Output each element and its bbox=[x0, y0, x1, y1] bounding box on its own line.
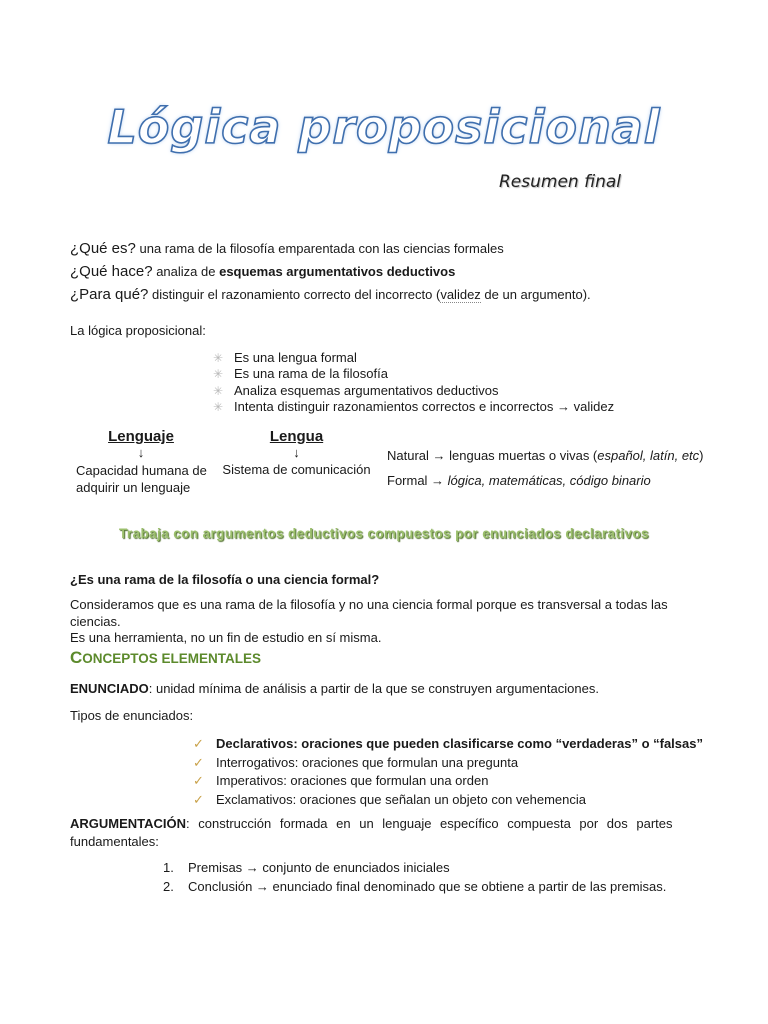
question-answer-post: de un argumento). bbox=[480, 287, 591, 302]
question-que-es bbox=[70, 240, 504, 257]
star-bullet-icon: ✳ bbox=[213, 383, 224, 398]
argumentacion-def: : construcción formada en un lenguaje específico compuesta por dos partes bbox=[186, 816, 673, 831]
formal-pre: Formal → bbox=[387, 473, 448, 488]
argumentacion-definition bbox=[70, 815, 698, 851]
natural-pre: Natural → lenguas muertas o vivas ( bbox=[387, 448, 598, 463]
answer-line-2: Es una herramienta, no un fin de estudio en sí misma. bbox=[70, 630, 382, 645]
question-que-hace bbox=[70, 263, 455, 280]
question-answer-pre: analiza de bbox=[156, 264, 216, 279]
bullet-text: Intenta distinguir razonamientos correctos e incorrectos → validez bbox=[234, 399, 615, 415]
enunciado-def: : unidad mínima de análisis a partir de la que se construyen argumentaciones. bbox=[148, 681, 599, 696]
parts-list bbox=[163, 859, 666, 896]
tipos-label: Tipos de enunciados: bbox=[70, 708, 194, 723]
type-text: Imperativos: oraciones que formulan una orden bbox=[216, 773, 489, 789]
lenguaje-line-1: Capacidad humana de bbox=[76, 463, 207, 478]
bullet-text: Es una lengua formal bbox=[234, 350, 357, 366]
natural-post: ) bbox=[699, 448, 704, 463]
item-number: 2. bbox=[163, 878, 174, 894]
formal-examples: lógica, matemáticas, código binario bbox=[447, 473, 651, 488]
item-text: Premisas → conjunto de enunciados iniciales bbox=[188, 860, 450, 875]
list-item bbox=[193, 772, 703, 791]
lenguaje-block bbox=[70, 428, 212, 496]
down-arrow-icon: ↓ bbox=[137, 445, 145, 460]
type-text: Exclamativos: oraciones que señalan un objeto con vehemencia bbox=[216, 791, 587, 807]
lengua-heading: Lengua bbox=[269, 428, 324, 445]
check-icon: ✓ bbox=[193, 754, 204, 770]
answer-paragraph bbox=[70, 597, 700, 647]
list-item bbox=[213, 383, 614, 399]
question-label: ¿Qué es? bbox=[70, 240, 136, 257]
star-bullet-icon: ✳ bbox=[213, 351, 224, 366]
item-number: 1. bbox=[163, 860, 174, 875]
list-item bbox=[193, 791, 703, 810]
list-item bbox=[213, 399, 614, 415]
argumentacion-line-2: fundamentales: bbox=[70, 834, 159, 849]
lengua-definition: Sistema de comunicación bbox=[222, 462, 371, 477]
section-heading-initial: C bbox=[70, 648, 83, 667]
list-item bbox=[213, 366, 614, 382]
bullet-text: Analiza esquemas argumentativos deductivos bbox=[234, 382, 499, 398]
check-icon: ✓ bbox=[193, 736, 204, 752]
argumentacion-term: ARGUMENTACIÓN bbox=[70, 816, 187, 831]
list-item bbox=[193, 754, 703, 773]
list-item bbox=[163, 878, 666, 897]
list-item bbox=[213, 350, 614, 366]
check-icon: ✓ bbox=[193, 773, 204, 789]
enunciado-definition bbox=[70, 681, 599, 696]
natural-line bbox=[387, 448, 704, 463]
star-bullet-icon: ✳ bbox=[213, 400, 224, 415]
page-title: Lógica proposicional bbox=[107, 100, 661, 154]
lengua-block bbox=[218, 428, 375, 477]
type-text: Declarativos: oraciones que pueden clasificarse como “verdaderas” o “falsas” bbox=[216, 736, 703, 752]
question-answer: una rama de la filosofía emparentada con las ciencias formales bbox=[139, 241, 504, 256]
answer-line-1: Consideramos que es una rama de la filosofía y no una ciencia formal porque es transversal a todas las ciencias. bbox=[70, 597, 668, 629]
page-subtitle: Resumen final bbox=[499, 172, 621, 192]
question-heading: ¿Es una rama de la filosofía o una ciencia formal? bbox=[70, 572, 380, 587]
section-heading bbox=[70, 648, 261, 668]
lenguaje-line-2: adquirir un lenguaje bbox=[76, 480, 191, 495]
formal-line bbox=[387, 473, 651, 488]
star-bullet-icon: ✳ bbox=[213, 367, 224, 382]
check-icon: ✓ bbox=[193, 791, 204, 807]
type-text: Interrogativos: oraciones que formulan una pregunta bbox=[216, 754, 519, 770]
intro-text: La lógica proposicional: bbox=[70, 323, 206, 338]
bullet-list bbox=[213, 350, 614, 415]
question-label: ¿Qué hace? bbox=[70, 263, 153, 280]
types-list bbox=[193, 735, 703, 809]
validez-word: validez bbox=[440, 287, 481, 302]
list-item bbox=[193, 735, 703, 754]
argumentacion-line-1 bbox=[70, 815, 698, 833]
natural-examples: español, latín, etc bbox=[597, 448, 700, 463]
question-answer-pre: distinguir el razonamiento correcto del incorrecto ( bbox=[152, 287, 441, 302]
item-text: Conclusión → enunciado final denominado que se obtiene a partir de las premisas. bbox=[188, 878, 667, 894]
list-item bbox=[163, 859, 666, 878]
lenguaje-heading: Lenguaje bbox=[108, 428, 174, 445]
bullet-text: Es una rama de la filosofía bbox=[234, 366, 388, 382]
lenguaje-definition bbox=[70, 462, 212, 496]
section-heading-rest: ONCEPTOS ELEMENTALES bbox=[82, 651, 262, 666]
question-para-que bbox=[70, 286, 591, 303]
down-arrow-icon: ↓ bbox=[293, 445, 300, 460]
question-answer-bold: esquemas argumentativos deductivos bbox=[219, 264, 456, 279]
question-label: ¿Para qué? bbox=[70, 286, 149, 303]
highlight-statement: Trabaja con argumentos deductivos compuestos por enunciados declarativos bbox=[119, 526, 649, 541]
enunciado-term: ENUNCIADO bbox=[70, 681, 149, 696]
